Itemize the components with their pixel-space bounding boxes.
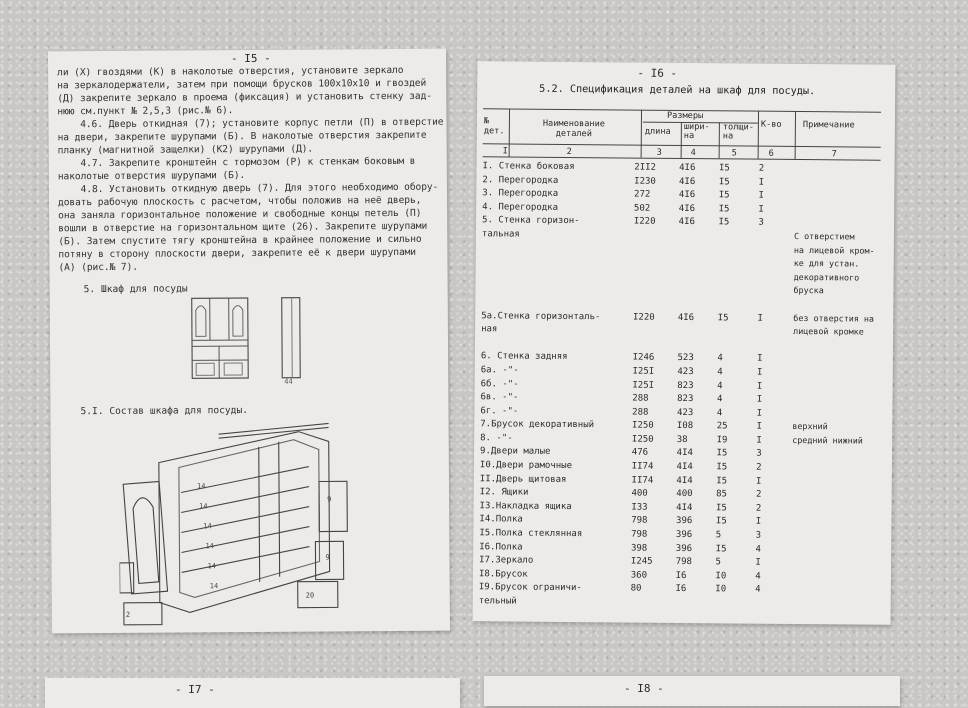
spec-cell-t — [718, 245, 758, 259]
spec-cell-w: 423 — [677, 367, 717, 381]
page-number: - I7 - — [175, 683, 215, 696]
spec-cell-note — [794, 178, 894, 192]
page-number: - I6 - — [637, 67, 677, 80]
spec-cell-len: I245 — [631, 557, 676, 571]
spec-cell-len: II74 — [632, 475, 677, 489]
spec-cell-len — [633, 285, 678, 299]
spec-cell-t — [718, 231, 758, 245]
colnum-5: 5 — [732, 148, 737, 158]
header-vrule — [509, 108, 510, 156]
spec-cell-q: 3 — [756, 449, 792, 463]
spec-cell-w — [678, 245, 718, 259]
spec-cell-len: 502 — [634, 203, 679, 217]
part-label: 14 — [203, 522, 211, 530]
part-label: 14 — [208, 562, 216, 570]
spec-cell-len: I230 — [634, 176, 679, 190]
text-line: (Д) закрепите зеркало в проема (фиксация) и установить стенку зад- — [57, 90, 439, 106]
colnum-6: 6 — [769, 149, 774, 159]
spec-cell-w — [675, 598, 715, 612]
spec-cell-q: I — [756, 436, 792, 450]
spec-cell-w: 4I6 — [679, 204, 719, 218]
spec-cell-q — [758, 232, 794, 246]
spec-cell-name: 6в. -"- — [480, 392, 632, 407]
spec-cell-q: I — [757, 313, 793, 327]
spec-cell-t: I0 — [715, 585, 755, 599]
spec-cell-w: 4I4 — [676, 476, 716, 490]
spec-cell-len: I250 — [632, 434, 677, 448]
spec-cell-len — [633, 271, 678, 285]
spec-cell-w — [678, 299, 718, 313]
spec-cell-name: I2. Ящики — [480, 487, 632, 502]
spec-cell-len: 80 — [631, 584, 676, 598]
spec-cell-t — [715, 598, 755, 612]
spec-cell-name — [482, 256, 634, 271]
spec-cell-q: I — [756, 476, 792, 490]
spec-cell-w: 4I4 — [676, 462, 716, 476]
spec-cell-w: 4I6 — [679, 177, 719, 191]
spec-cell-len: 2II2 — [634, 163, 679, 177]
text-line: 4.7. Закрепите кронштейн с тормозом (Р) к стенкам боковым в — [58, 155, 440, 171]
spec-cell-t: 5 — [716, 530, 756, 544]
page-15 — [48, 49, 450, 634]
spec-cell-len: 288 — [632, 394, 677, 408]
spec-cell-w: 798 — [676, 557, 716, 571]
exploded-parts-drawing — [119, 421, 360, 628]
spec-cell-q: 4 — [755, 585, 791, 599]
spec-cell-note: средний нижний — [792, 436, 892, 450]
spec-cell-q: I — [756, 422, 792, 436]
part-label: 14 — [205, 542, 213, 550]
spec-cell-t: 4 — [717, 367, 757, 381]
spec-cell-t: I5 — [716, 462, 756, 476]
spec-cell-t: 4 — [717, 408, 757, 422]
spec-cell-w: 400 — [676, 489, 716, 503]
header-note: Примечание — [803, 120, 855, 130]
spec-cell-len — [630, 598, 675, 612]
spec-cell-t: 4 — [717, 354, 757, 368]
spec-cell-q: I — [757, 408, 793, 422]
spec-cell-w: 4I6 — [679, 217, 719, 231]
assembly-instructions-text — [57, 64, 440, 275]
spec-cell-w: 423 — [677, 408, 717, 422]
text-line: 4.6. Дверь откидная (7); установите корпус петли (П) в отверстие — [57, 116, 439, 132]
spec-cell-q: 2 — [756, 503, 792, 517]
caption-cabinet: 5. Шкаф для посуды — [84, 283, 188, 295]
spec-cell-note: С отверстием — [794, 232, 894, 246]
spec-cell-name: I0.Двери рамочные — [480, 460, 632, 475]
spec-cell-name: II.Дверь щитовая — [480, 474, 632, 489]
text-line: ли (Х) гвоздями (К) в наколотые отверстия, установите зеркало — [57, 64, 439, 80]
spec-cell-t: 5 — [715, 558, 755, 572]
header-vrule — [758, 111, 759, 159]
text-line: нюю см.пункт № 2,5,3 (рис.№ 6). — [57, 103, 439, 119]
spec-cell-note — [791, 517, 891, 531]
header-qty: К-во — [761, 120, 782, 130]
spec-cell-t: I5 — [719, 177, 759, 191]
spec-cell-q: I — [757, 395, 793, 409]
part-label: 14 — [197, 482, 205, 490]
spec-cell-q — [755, 599, 791, 613]
spec-cell-note: декоративного — [794, 273, 894, 287]
spec-cell-t: I5 — [716, 503, 756, 517]
part-label: 9 — [325, 553, 329, 561]
header-length: длина — [645, 127, 671, 137]
spec-cell-name: I7.Зеркало — [479, 555, 631, 570]
spec-cell-len — [634, 231, 679, 245]
spec-cell-w: 396 — [676, 544, 716, 558]
spec-cell-len: I220 — [633, 312, 678, 326]
caption-parts: 5.I. Состав шкафа для посуды. — [80, 405, 248, 417]
colnum-1: I — [503, 146, 508, 156]
spec-cell-note — [793, 381, 893, 395]
spec-cell-t: 85 — [716, 490, 756, 504]
spec-cell-len: 476 — [632, 448, 677, 462]
spec-cell-t — [718, 299, 758, 313]
page-17 — [45, 678, 460, 708]
spec-cell-name: ная — [481, 324, 633, 339]
spec-row — [479, 596, 891, 613]
spec-cell-q — [758, 286, 794, 300]
spec-cell-name: I3.Накладка ящика — [479, 501, 631, 516]
spec-cell-q — [758, 245, 794, 259]
spec-cell-t: I5 — [718, 313, 758, 327]
spec-cell-t: 4 — [717, 394, 757, 408]
spec-cell-len: 272 — [634, 190, 679, 204]
spec-cell-note — [791, 599, 891, 613]
spec-cell-len: 288 — [632, 407, 677, 421]
part-label: 2 — [126, 611, 130, 619]
part-label: 14 — [199, 502, 207, 510]
spec-cell-w: 4I6 — [679, 163, 719, 177]
colnum-3: 3 — [657, 148, 662, 158]
spec-cell-q: 3 — [756, 531, 792, 545]
spec-cell-w — [678, 231, 718, 245]
spec-cell-t: I5 — [719, 190, 759, 204]
spec-cell-q — [757, 327, 793, 341]
spec-cell-len: I246 — [633, 353, 678, 367]
spec-cell-len — [633, 258, 678, 272]
header-width: шири- на — [684, 123, 714, 141]
spec-cell-w — [678, 258, 718, 272]
spec-cell-t — [718, 258, 758, 272]
spec-cell-note: ке для устан. — [794, 259, 894, 273]
spec-cell-note: без отверстия на — [793, 313, 893, 327]
page-18 — [484, 676, 900, 706]
header-sizes: Размеры — [667, 111, 703, 121]
spec-cell-t: I0 — [715, 571, 755, 585]
spec-cell-name: 6. Стенка задняя — [481, 352, 633, 367]
spec-cell-note: на лицевой кром- — [794, 246, 894, 260]
spec-cell-len: 798 — [631, 516, 676, 530]
text-line: она заняла горизонтальное положение и свободные концы петель (П) — [58, 207, 440, 223]
text-line: (Б). Затем спустите тягу кронштейна в крайнее положение и сильно — [58, 233, 440, 249]
text-line: на зеркалодержатели, затем при помощи брусков 100х10х10 и гвоздей — [57, 77, 439, 93]
spec-cell-q: 3 — [758, 218, 794, 232]
spec-cell-w — [678, 326, 718, 340]
spec-cell-q — [758, 272, 794, 286]
spec-cell-q: I — [757, 368, 793, 382]
spec-cell-len — [633, 326, 678, 340]
spec-cell-len: II74 — [632, 462, 677, 476]
header-vrule — [719, 122, 720, 158]
spec-cell-w — [678, 272, 718, 286]
spec-cell-note: бруска — [793, 286, 893, 300]
header-vrule — [795, 111, 796, 159]
spec-cell-name: I4.Полка — [479, 515, 631, 530]
spec-cell-len: I250 — [632, 421, 677, 435]
spec-cell-t: I5 — [716, 544, 756, 558]
text-line: планку (магнитной защелки) (К2) шурупами (Д). — [58, 142, 440, 158]
spec-cell-w: 4I4 — [677, 448, 717, 462]
spec-cell-name: 6а. -"- — [481, 365, 633, 380]
spec-cell-name: 7.Брусок декоративный — [480, 420, 632, 435]
spec-cell-t: I5 — [719, 163, 759, 177]
spec-cell-q: 2 — [759, 164, 795, 178]
spec-cell-note — [792, 463, 892, 477]
spec-cell-name: 6б. -"- — [481, 379, 633, 394]
spec-cell-note: лицевой кромке — [793, 327, 893, 341]
spec-cell-q — [758, 259, 794, 273]
colnum-2: 2 — [567, 147, 572, 157]
spec-cell-q: I — [756, 517, 792, 531]
spec-cell-q: I — [757, 381, 793, 395]
spec-cell-name: 8. -"- — [480, 433, 632, 448]
text-line: на двери, закрепите шурупами (Б). В наколотые отверстия закрепите — [58, 129, 440, 145]
spec-cell-len — [634, 244, 679, 258]
spec-cell-note — [791, 545, 891, 559]
text-line: вошли в отверстие на горизонтальном щите (26). Закрепите шурупами — [58, 220, 440, 236]
spec-cell-w: 4I6 — [678, 312, 718, 326]
page-16 — [473, 61, 896, 625]
spec-cell-w: 4I4 — [676, 503, 716, 517]
spec-cell-note — [793, 354, 893, 368]
spec-cell-name: 3. Перегородка — [482, 188, 634, 203]
spec-cell-t: I5 — [719, 204, 759, 218]
spec-cell-name: 9.Двери малые — [480, 447, 632, 462]
spec-cell-note — [793, 395, 893, 409]
spec-cell-note — [791, 585, 891, 599]
spec-cell-len: 398 — [631, 543, 676, 557]
page-number: - I8 - — [624, 682, 664, 695]
spec-cell-w — [678, 340, 718, 354]
spec-cell-len: I33 — [631, 502, 676, 516]
spec-cell-t: I5 — [716, 517, 756, 531]
spec-cell-q: 4 — [755, 571, 791, 585]
spec-cell-q: 2 — [756, 463, 792, 477]
spec-cell-len: I25I — [632, 366, 677, 380]
text-line: довать рабочую плоскость с расчетом, чтобы положив на неё дверь, — [58, 194, 440, 210]
spec-cell-q: I — [758, 191, 794, 205]
spec-cell-w: 523 — [677, 353, 717, 367]
header-thickness: толщи- на — [723, 123, 757, 141]
text-line: наколотые отверстия шурупами (Б). — [58, 168, 440, 184]
spec-cell-len: 798 — [631, 530, 676, 544]
spec-cell-note — [792, 490, 892, 504]
spec-cell-name: тальная — [482, 229, 634, 244]
spec-title: 5.2. Спецификация деталей на шкаф для посуды. — [539, 84, 815, 97]
spec-cell-w: I6 — [675, 584, 715, 598]
spec-cell-q: I — [759, 177, 795, 191]
spec-cell-note — [791, 558, 891, 572]
spec-cell-note — [791, 572, 891, 586]
spec-cell-q: 2 — [756, 490, 792, 504]
spec-cell-w: 823 — [677, 380, 717, 394]
colnum-4: 4 — [691, 148, 696, 158]
spec-cell-q: I — [758, 204, 794, 218]
spec-cell-name — [481, 284, 633, 299]
spec-cell-name — [482, 243, 634, 258]
spec-cell-len — [633, 298, 678, 312]
spec-table — [479, 161, 895, 613]
spec-cell-w: 4I6 — [679, 190, 719, 204]
spec-cell-q: I — [757, 354, 793, 368]
header-vrule — [681, 122, 682, 158]
spec-cell-note — [792, 449, 892, 463]
spec-cell-q: 4 — [755, 544, 791, 558]
colnum-7: 7 — [832, 149, 837, 159]
spec-cell-name: 4. Перегородка — [482, 202, 634, 217]
header-num: № дет. — [484, 116, 506, 136]
spec-cell-note — [794, 205, 894, 219]
spec-cell-name: 6г. -"- — [480, 406, 632, 421]
spec-cell-note — [794, 191, 894, 205]
spec-cell-note — [791, 531, 891, 545]
spec-cell-note — [793, 368, 893, 382]
spec-cell-len: I25I — [632, 380, 677, 394]
spec-cell-t: I5 — [716, 476, 756, 490]
spec-cell-name: I8.Брусок — [479, 569, 631, 584]
cabinet-front-view-drawing — [190, 296, 253, 382]
part-label: 9 — [327, 495, 331, 503]
spec-cell-w: 823 — [677, 394, 717, 408]
spec-cell-name — [481, 338, 633, 353]
cabinet-side-view-drawing — [278, 296, 319, 386]
header-vrule — [641, 110, 642, 158]
svg-text:44: 44 — [284, 378, 292, 386]
text-line: 4.8. Установить откидную дверь (7). Для этого необходимо обору- — [58, 181, 440, 197]
spec-cell-q — [757, 340, 793, 354]
spec-cell-w: 396 — [676, 516, 716, 530]
spec-cell-note — [792, 504, 892, 518]
spec-cell-t — [717, 326, 757, 340]
spec-cell-name: 2. Перегородка — [482, 175, 634, 190]
spec-cell-len: 360 — [631, 570, 676, 584]
spec-cell-w: 396 — [676, 530, 716, 544]
spec-cell-t — [718, 272, 758, 286]
spec-cell-note — [792, 477, 892, 491]
spec-cell-len: I220 — [634, 217, 679, 231]
header-name: Наименование деталей — [529, 119, 619, 140]
spec-cell-name — [481, 297, 633, 312]
spec-cell-w: 38 — [677, 435, 717, 449]
spec-cell-t: I5 — [718, 218, 758, 232]
spec-cell-w — [678, 285, 718, 299]
spec-cell-len — [633, 339, 678, 353]
page-number: - I5 - — [231, 52, 271, 65]
spec-cell-q: I — [755, 558, 791, 572]
spec-cell-t — [718, 286, 758, 300]
spec-cell-q — [758, 300, 794, 314]
spec-cell-note — [793, 341, 893, 355]
text-line: потяну в сторону плоскости двери, закрепите её к двери шурупами — [58, 246, 440, 262]
spec-cell-name: тельный — [479, 596, 631, 611]
spec-cell-name — [482, 270, 634, 285]
spec-cell-len: 400 — [631, 489, 676, 503]
part-label: 14 — [210, 582, 218, 590]
spec-cell-t: I9 — [717, 435, 757, 449]
spec-cell-note: верхний — [792, 422, 892, 436]
spec-cell-w: I08 — [677, 421, 717, 435]
spec-cell-t: 4 — [717, 381, 757, 395]
spec-cell-name: 5а.Стенка горизонталь- — [481, 311, 633, 326]
spec-cell-t: 25 — [717, 422, 757, 436]
spec-cell-name: I6.Полка — [479, 542, 631, 557]
spec-cell-name: I5.Полка стеклянная — [479, 528, 631, 543]
spec-cell-t: I5 — [716, 449, 756, 463]
spec-cell-t — [717, 340, 757, 354]
spec-cell-w: I6 — [676, 571, 716, 585]
spec-cell-note — [795, 164, 895, 178]
spec-cell-name: I9.Брусок ограничи- — [479, 583, 631, 598]
part-label: 20 — [306, 592, 314, 600]
text-line: (А) (рис.№ 7). — [58, 259, 440, 275]
spec-cell-name: 5. Стенка горизон- — [482, 216, 634, 231]
spec-cell-name: I. Стенка боковая — [482, 161, 634, 176]
